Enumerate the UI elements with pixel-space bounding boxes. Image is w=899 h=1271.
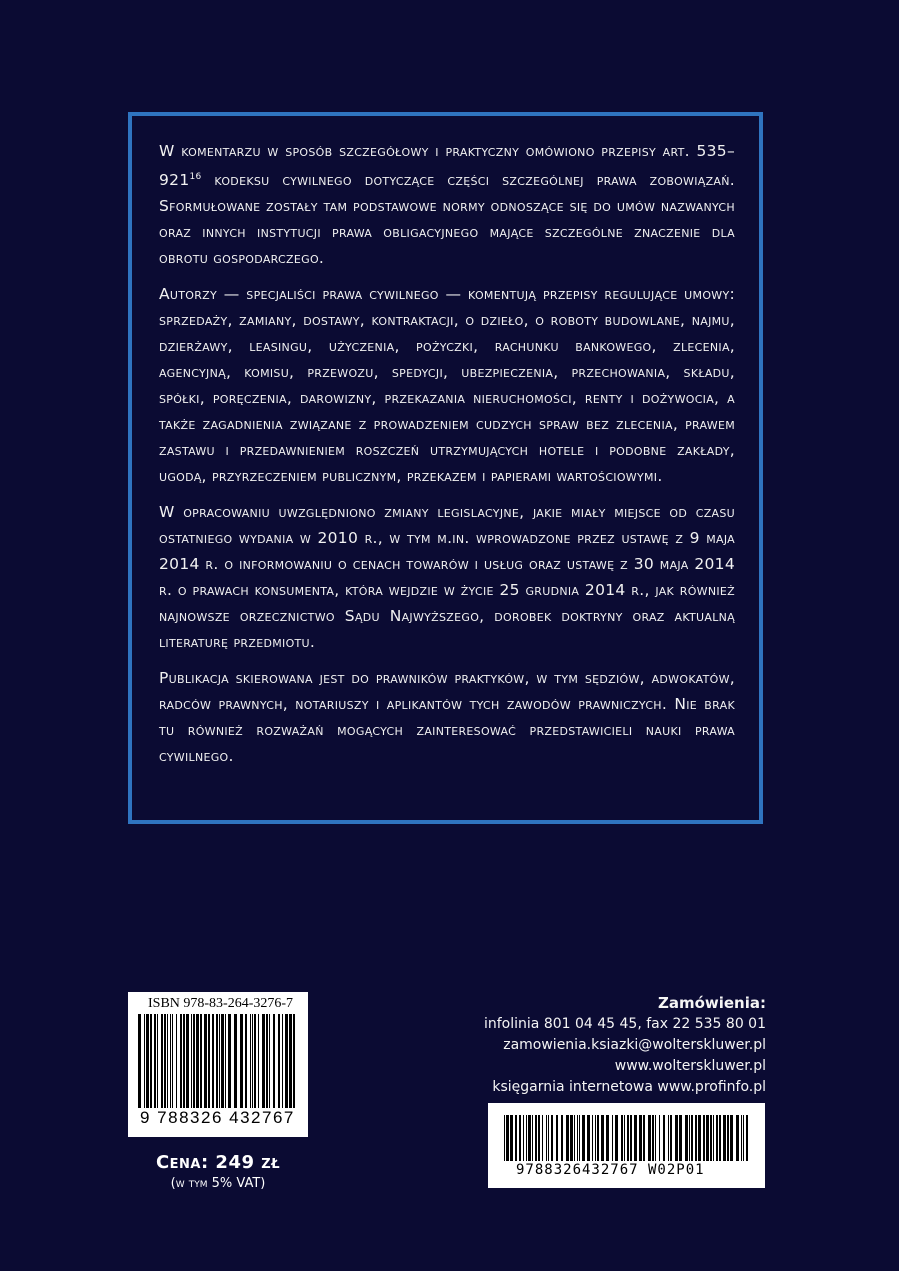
barcode-bar [289, 1014, 292, 1108]
barcode-bar [269, 1014, 270, 1108]
barcode-bar [691, 1115, 693, 1161]
description-box [128, 112, 763, 824]
price-block [128, 1152, 308, 1191]
barcode-bar [180, 1014, 182, 1108]
barcode-bar [659, 1115, 660, 1161]
barcode-bar [595, 1115, 596, 1161]
barcode-bar [579, 1115, 580, 1161]
vat-note: (w tym 5% VAT) [170, 1176, 266, 1191]
barcode-bar [634, 1115, 637, 1161]
barcode-bar [746, 1115, 748, 1161]
barcode-bar [723, 1115, 726, 1161]
barcode-bar [624, 1115, 625, 1161]
barcode-bar [542, 1115, 543, 1161]
barcode-bar [234, 1014, 237, 1108]
barcode-bar [668, 1115, 669, 1161]
barcode-bar [574, 1115, 575, 1161]
barcode-bar [216, 1014, 218, 1108]
barcode-bar [196, 1014, 199, 1108]
barcode-bar [225, 1014, 226, 1108]
barcode-bar [730, 1115, 733, 1161]
barcode-bar [167, 1014, 168, 1108]
barcode-bar [716, 1115, 718, 1161]
product-barcode-bars [504, 1115, 750, 1161]
barcode-bar [566, 1115, 569, 1161]
barcode-bar [219, 1014, 220, 1108]
publisher-website: www.wolterskluwer.pl [614, 1058, 766, 1074]
barcode-bar [528, 1115, 531, 1161]
barcode-bar [266, 1014, 268, 1108]
barcode-bar [157, 1014, 158, 1108]
barcode-bar [273, 1014, 275, 1108]
barcode-bar [535, 1115, 537, 1161]
barcode-bar [523, 1115, 524, 1161]
barcode-bar [655, 1115, 656, 1161]
hotline-fax: infolinia 801 04 45 45, fax 22 535 80 01 [483, 1016, 766, 1032]
barcode-bar [582, 1115, 585, 1161]
barcode-bar [648, 1115, 651, 1161]
barcode-bar [200, 1014, 202, 1108]
barcode-bar [510, 1115, 513, 1161]
barcode-bar [245, 1014, 247, 1108]
barcode-bar [685, 1115, 688, 1161]
barcode-bar [526, 1115, 527, 1161]
barcode-bar [154, 1014, 156, 1108]
barcode-bar [532, 1115, 533, 1161]
barcode-bar [278, 1014, 280, 1108]
barcode-bar [643, 1115, 645, 1161]
barcode-bar [519, 1115, 521, 1161]
barcode-bar [577, 1115, 578, 1161]
barcode-bar [548, 1115, 549, 1161]
barcode-bar [150, 1014, 152, 1108]
barcode-bar [282, 1014, 283, 1108]
barcode-bar [727, 1115, 729, 1161]
barcode-bar [679, 1115, 682, 1161]
product-barcode-code: 9788326432767 W02P01 [516, 1162, 705, 1178]
barcode-bar [592, 1115, 593, 1161]
barcode-bar [208, 1014, 210, 1108]
barcode-bar [670, 1115, 672, 1161]
barcode-bar [161, 1014, 163, 1108]
barcode-bar [172, 1014, 173, 1108]
barcode-bar [736, 1115, 739, 1161]
barcode-bar [186, 1014, 189, 1108]
barcode-bar [606, 1115, 609, 1161]
price-label: Cena: 249 zł [155, 1152, 281, 1173]
barcode-bar [597, 1115, 599, 1161]
barcode-bar [695, 1115, 697, 1161]
barcode-bar [262, 1014, 265, 1108]
barcode-bar [652, 1115, 654, 1161]
barcode-bar [689, 1115, 690, 1161]
barcode-bar [254, 1014, 256, 1108]
barcode-bar [719, 1115, 721, 1161]
barcode-bar [713, 1115, 714, 1161]
barcode-bar [183, 1014, 185, 1108]
barcode-bar [551, 1115, 553, 1161]
barcode-bar [741, 1115, 742, 1161]
barcode-bar [212, 1014, 214, 1108]
barcode-bar [193, 1014, 195, 1108]
barcode-bar [204, 1014, 207, 1108]
description-paragraph-2: Autorzy — specjaliści prawa cywilnego — komentują przepisy regulujące umowy: sprzedaży, zamiany, dostawy, kontraktacji, o dzieło, o roboty budowlane, najmu, dzierżawy, leasingu, użyczenia, pożyczki, rachunku bankowego, zlecenia, agencyjną, komisu, przewozu, spedycji, ubezpieczenia, przechowania, składu, spółki, poręczenia, darowizny, przekazania nieruchomości, renty i dożywocia, a także zagadnienia związane z prowadzeniem cudzych spraw bez zlecenia, prawem zastawu i przedawnieniem roszczeń utrzymujących hotele i podobne zakłady, ugodą, przyrzeczeniem publicznym, przekazem i papierami wartościowymi. [159, 285, 735, 486]
isbn-barcode [128, 992, 308, 1137]
barcode-bar [663, 1115, 665, 1161]
description-paragraph-3: W opracowaniu uwzględniono zmiany legislacyjne, jakie miały miejsce od czasu ostatniego wydania w 2010 r., w tym m.in. wprowadzone przez ustawę z 9 maja 2014 r. o informowaniu o cenach towarów i usług oraz ustawę z 30 maja 2014 r. o prawach konsumenta, która wejdzie w życie 25 grudnia 2014 r., jak również najnowsze orzecznictwo Sądu Najwyższego, dorobek doktryny oraz aktualną literaturę przedmiotu. [159, 503, 735, 652]
barcode-bar [146, 1014, 149, 1108]
product-barcode [488, 1103, 765, 1188]
orders-info [484, 993, 766, 1098]
isbn-digits: 9 788326 432767 [140, 1108, 295, 1127]
online-bookstore: księgarnia internetowa www.profinfo.pl [492, 1079, 766, 1095]
barcode-bar [627, 1115, 629, 1161]
barcode-bar [621, 1115, 623, 1161]
orders-email: zamowienia.ksiazki@wolterskluwer.pl [503, 1037, 766, 1053]
barcode-bar [630, 1115, 632, 1161]
barcode-bar [570, 1115, 573, 1161]
barcode-bar [703, 1115, 705, 1161]
barcode-bar [138, 1014, 141, 1108]
barcode-bar [546, 1115, 547, 1161]
description-paragraph-4: Publikacja skierowana jest do prawników praktyków, w tym sędziów, adwokatów, radców prawnych, notariuszy i aplikantów tych zawodów prawniczych. Nie brak tu również rozważań mogących zainteresować przedstawicieli nauki prawa cywilnego. [159, 669, 735, 766]
barcode-bar [164, 1014, 166, 1108]
barcode-bar [675, 1115, 678, 1161]
superscript: 16 [189, 172, 202, 182]
barcode-bar [710, 1115, 712, 1161]
barcode-bar [743, 1115, 744, 1161]
barcode-bar [252, 1014, 253, 1108]
barcode-bar [240, 1014, 243, 1108]
barcode-bar [506, 1115, 509, 1161]
barcode-bar [556, 1115, 558, 1161]
barcode-bar [250, 1014, 251, 1108]
barcode-bar [504, 1115, 505, 1161]
barcode-bar [144, 1014, 145, 1108]
orders-heading: Zamówienia: [657, 994, 766, 1012]
barcode-bar [258, 1014, 259, 1108]
barcode-bar [221, 1014, 224, 1108]
barcode-bar [191, 1014, 192, 1108]
description-paragraph-1: W komentarzu w sposób szczegółowy i praktyczny omówiono przepisy art. $535-921^{16}$ kodeksu cywilnego dotyczące części szczególnej prawa zobowiązań. Sformułowane zostały tam podstawowe normy odnoszące się do umów nazwanych oraz innych instytucji prawa obligacyjnego mające szczególne znaczenie dla obrotu gospodarczego. [159, 142, 735, 268]
barcode-bar [706, 1115, 709, 1161]
barcode-bar [698, 1115, 701, 1161]
barcode-bar [293, 1014, 295, 1108]
isbn-barcode-bars [138, 1014, 298, 1108]
barcode-bar [538, 1115, 540, 1161]
barcode-bar [587, 1115, 590, 1161]
barcode-bar [285, 1014, 288, 1108]
barcode-bar [639, 1115, 642, 1161]
barcode-bar [176, 1014, 177, 1108]
isbn-label: ISBN 978-83-264-3276-7 [148, 996, 294, 1011]
barcode-bar [561, 1115, 563, 1161]
barcode-bar [170, 1014, 171, 1108]
barcode-bar [228, 1014, 231, 1108]
barcode-bar [515, 1115, 517, 1161]
barcode-bar [601, 1115, 604, 1161]
barcode-bar [612, 1115, 613, 1161]
barcode-bar [615, 1115, 618, 1161]
